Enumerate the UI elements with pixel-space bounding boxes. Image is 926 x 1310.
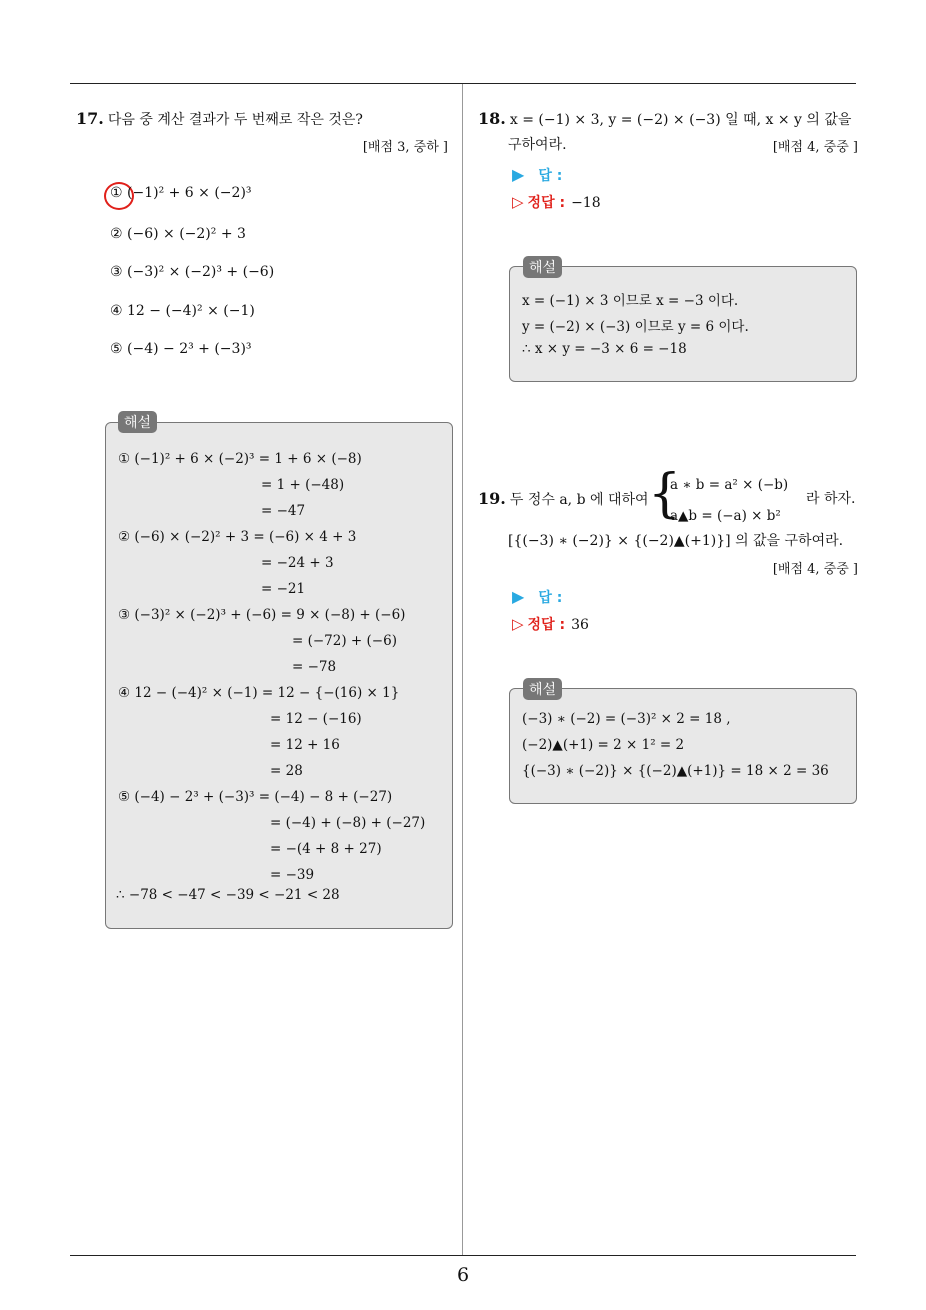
solution-line: = −(4 + 8 + 27) xyxy=(270,841,382,857)
solution-line: = −39 xyxy=(270,867,315,883)
solution-line: (−3) ∗ (−2) = (−3)² × 2 = 18 , xyxy=(522,711,731,727)
choice-2[interactable]: ② (−6) × (−2)² + 3 xyxy=(110,226,246,242)
answer-line[interactable] xyxy=(512,587,562,607)
definition-brace: { xyxy=(648,464,682,524)
solution-line: ① (−1)² + 6 × (−2)³ = 1 + 6 × (−8) xyxy=(118,451,362,467)
solution-line: = −21 xyxy=(261,581,306,597)
outline-triangle-icon: ▷ xyxy=(512,615,524,633)
correct-answer-line xyxy=(512,614,589,634)
play-triangle-icon: ▶ xyxy=(512,165,525,184)
question-19-line2: [{(−3) ∗ (−2)} × {(−2)▲(+1)}] 의 값을 구하여라. xyxy=(508,533,844,549)
correct-answer-value: −18 xyxy=(571,195,601,211)
solution-line: y = (−2) × (−3) 이므로 y = 6 이다. xyxy=(522,319,749,335)
choice-3[interactable]: ③ (−3)² × (−2)³ + (−6) xyxy=(110,264,275,280)
question-19-suffix: 라 하자. xyxy=(806,491,856,507)
choice-4[interactable]: ④ 12 − (−4)² × (−1) xyxy=(110,303,255,319)
solution-line: x = (−1) × 3 이므로 x = −3 이다. xyxy=(522,293,739,309)
answer-label: 답 : xyxy=(538,590,563,606)
solution-tag: 해설 xyxy=(523,678,562,700)
top-rule xyxy=(70,83,856,84)
solution-tag: 해설 xyxy=(523,256,562,278)
correct-answer-label: 정답 : xyxy=(527,195,566,211)
question-17 xyxy=(76,108,363,131)
question-text: 두 정수 a, b 에 대하여 xyxy=(509,492,649,508)
solution-box-19 xyxy=(509,688,857,804)
solution-conclusion: ∴ −78 < −47 < −39 < −21 < 28 xyxy=(116,887,340,903)
question-text: x = (−1) × 3, y = (−2) × (−3) 일 때, x × y 의 값을 xyxy=(509,112,852,128)
solution-line: = 12 − (−16) xyxy=(270,711,362,727)
page-number: 6 xyxy=(456,1264,470,1286)
solution-line: ∴ x × y = −3 × 6 = −18 xyxy=(522,341,687,357)
choice-1[interactable]: ① (−1)² + 6 × (−2)³ xyxy=(110,185,252,201)
answer-label: 답 : xyxy=(538,168,563,184)
question-19 xyxy=(478,488,649,511)
correct-answer-value: 36 xyxy=(571,617,589,633)
outline-triangle-icon: ▷ xyxy=(512,193,524,211)
definition-triangle: a▲b = (−a) × b² xyxy=(670,508,781,524)
question-number: 18. xyxy=(478,109,506,128)
solution-tag: 해설 xyxy=(118,411,157,433)
question-text: 다음 중 계산 결과가 두 번째로 작은 것은? xyxy=(107,112,363,128)
solution-line: = (−72) + (−6) xyxy=(292,633,397,649)
definition-star: a ∗ b = a² × (−b) xyxy=(670,477,789,493)
score-info: [배점 3, 중하 ] xyxy=(362,140,448,155)
solution-line: {(−3) ∗ (−2)} × {(−2)▲(+1)} = 18 × 2 = 36 xyxy=(522,763,829,779)
solution-line: ⑤ (−4) − 2³ + (−3)³ = (−4) − 8 + (−27) xyxy=(118,789,393,805)
solution-line: (−2)▲(+1) = 2 × 1² = 2 xyxy=(522,737,685,753)
choice-5[interactable]: ⑤ (−4) − 2³ + (−3)³ xyxy=(110,341,252,357)
solution-line: ② (−6) × (−2)² + 3 = (−6) × 4 + 3 xyxy=(118,529,357,545)
question-number: 17. xyxy=(76,109,104,128)
answer-line[interactable] xyxy=(512,165,562,185)
solution-line: = 1 + (−48) xyxy=(261,477,345,493)
bottom-rule xyxy=(70,1255,856,1256)
solution-box-18 xyxy=(509,266,857,382)
solution-line: = −47 xyxy=(261,503,306,519)
question-18-line2: 구하여라. xyxy=(508,137,567,153)
solution-line: = (−4) + (−8) + (−27) xyxy=(270,815,426,831)
solution-line: = 12 + 16 xyxy=(270,737,340,753)
question-18 xyxy=(478,108,858,131)
solution-box-17 xyxy=(105,422,453,929)
correct-answer-line xyxy=(512,192,601,212)
solution-line: = −24 + 3 xyxy=(261,555,334,571)
solution-line: = −78 xyxy=(292,659,337,675)
question-number: 19. xyxy=(478,489,506,508)
score-info: [배점 4, 중중 ] xyxy=(772,562,858,577)
column-divider xyxy=(462,84,463,1256)
solution-line: ③ (−3)² × (−2)³ + (−6) = 9 × (−8) + (−6) xyxy=(118,607,406,623)
score-info: [배점 4, 중중 ] xyxy=(772,140,858,155)
play-triangle-icon: ▶ xyxy=(512,587,525,606)
solution-line: = 28 xyxy=(270,763,303,779)
correct-answer-label: 정답 : xyxy=(527,617,566,633)
solution-line: ④ 12 − (−4)² × (−1) = 12 − {−(16) × 1} xyxy=(118,685,400,701)
